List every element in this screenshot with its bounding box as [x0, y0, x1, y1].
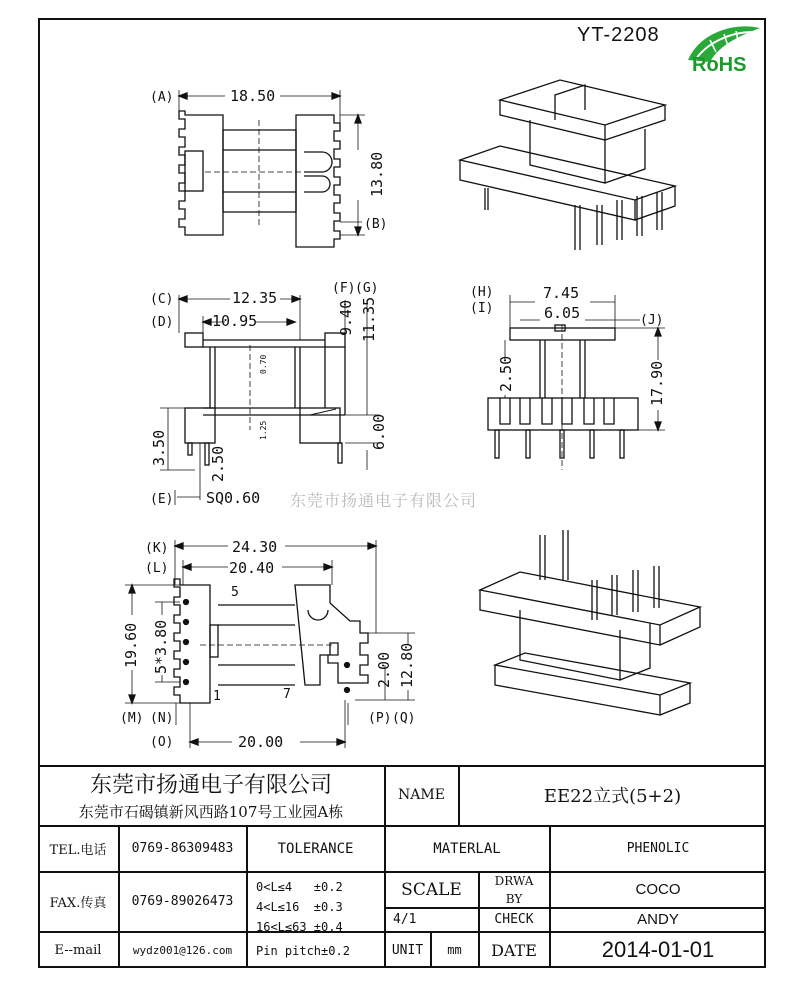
name-label: NAME	[398, 787, 445, 803]
tolerance-range-2: 4<L≤16 ±0.3	[256, 900, 343, 914]
dim-p: 2.00	[375, 651, 393, 688]
rohs-label: RoHS	[692, 54, 747, 76]
label-m: (M)	[120, 711, 144, 726]
tolerance-label: TOLERANCE	[277, 840, 354, 857]
email-value: wydz001@126.com	[132, 943, 233, 957]
company-name: 东莞市扬通电子有限公司	[89, 772, 332, 798]
label-i: (I)	[470, 301, 494, 316]
label-j: (J)	[640, 313, 664, 328]
pin-7-label: 7	[283, 687, 291, 702]
dim-600: 6.00	[370, 413, 388, 450]
name-value: EE22立式(5+2)	[543, 786, 682, 807]
scale-label: SCALE	[401, 879, 462, 900]
dim-250: 2.50	[497, 355, 515, 392]
date-value: 2014-01-01	[601, 937, 715, 962]
dim-c: 12.35	[232, 289, 278, 307]
label-a: (A)	[150, 90, 174, 105]
check-value: ANDY	[637, 911, 679, 928]
label-l: (L)	[145, 561, 169, 576]
top-view	[179, 90, 365, 247]
label-b: (B)	[364, 217, 388, 232]
dim-070: 0.70	[259, 354, 268, 374]
unit-value: mm	[447, 943, 462, 957]
label-k: (K)	[145, 541, 169, 556]
label-h: (H)	[470, 285, 494, 300]
dim-q: 12.80	[398, 642, 416, 688]
material-label: MATERLAL	[433, 840, 501, 857]
dim-k: 24.30	[232, 538, 278, 556]
dim-o: 20.00	[238, 733, 284, 751]
tolerance-range-3: 16<L≤63 ±0.4	[256, 920, 343, 934]
tel-value: 0769-86309483	[131, 841, 234, 856]
dim-250b: 2.50	[209, 445, 227, 482]
dim-g: 11.35	[360, 296, 378, 342]
dim-350: 3.50	[150, 429, 168, 466]
dim-h: 7.45	[543, 284, 580, 302]
tel-label: TEL.电话	[49, 843, 107, 858]
part-number: YT-2208	[577, 24, 660, 46]
label-q: (Q)	[392, 711, 416, 726]
label-o: (O)	[150, 735, 174, 750]
dim-n: 5*3.80	[152, 619, 170, 674]
fax-value: 0769-89026473	[131, 894, 234, 909]
unit-label: UNIT	[391, 942, 424, 958]
dim-f: 9.40	[337, 299, 355, 336]
dim-l: 20.40	[229, 559, 275, 577]
label-c: (C)	[150, 292, 174, 307]
tolerance-pin-pitch: Pin pitch±0.2	[256, 944, 350, 958]
dim-j: 17.90	[648, 360, 666, 406]
pin-1-label: 1	[213, 689, 221, 704]
pin-5-label: 5	[231, 585, 239, 600]
label-g: (G)	[355, 281, 379, 296]
fax-label: FAX.传真	[49, 896, 107, 911]
drawn-by-value: COCO	[635, 881, 681, 898]
dim-b: 13.80	[368, 151, 386, 197]
company-address: 东莞市石碣镇新风西路107号工业园A栋	[78, 802, 344, 821]
dim-m: 19.60	[122, 622, 140, 668]
drawn-by-label-1: DRWA	[494, 874, 534, 888]
isometric-view-bottom	[480, 530, 700, 715]
check-label: CHECK	[494, 912, 534, 927]
drawn-by-label-2: BY	[505, 891, 523, 906]
isometric-view-top	[460, 80, 675, 250]
scale-value: 4/1	[393, 912, 417, 927]
dim-125: 1.25	[259, 420, 268, 440]
tolerance-range-1: 0<L≤4 ±0.2	[256, 880, 343, 894]
material-value: PHENOLIC	[626, 841, 690, 856]
dim-d: 10.95	[212, 312, 258, 330]
date-label: DATE	[491, 940, 537, 960]
title-block	[38, 765, 766, 968]
dim-sq: SQ0.60	[206, 489, 261, 507]
dim-i: 6.05	[544, 304, 581, 322]
label-p: (P)	[368, 711, 392, 726]
label-f: (F)	[332, 281, 356, 296]
label-e: (E)	[150, 492, 174, 507]
dim-a: 18.50	[230, 87, 276, 105]
label-d: (D)	[150, 315, 174, 330]
watermark: 东莞市扬通电子有限公司	[290, 491, 478, 510]
label-n: (N)	[150, 711, 174, 726]
email-label: E--mail	[54, 942, 102, 958]
